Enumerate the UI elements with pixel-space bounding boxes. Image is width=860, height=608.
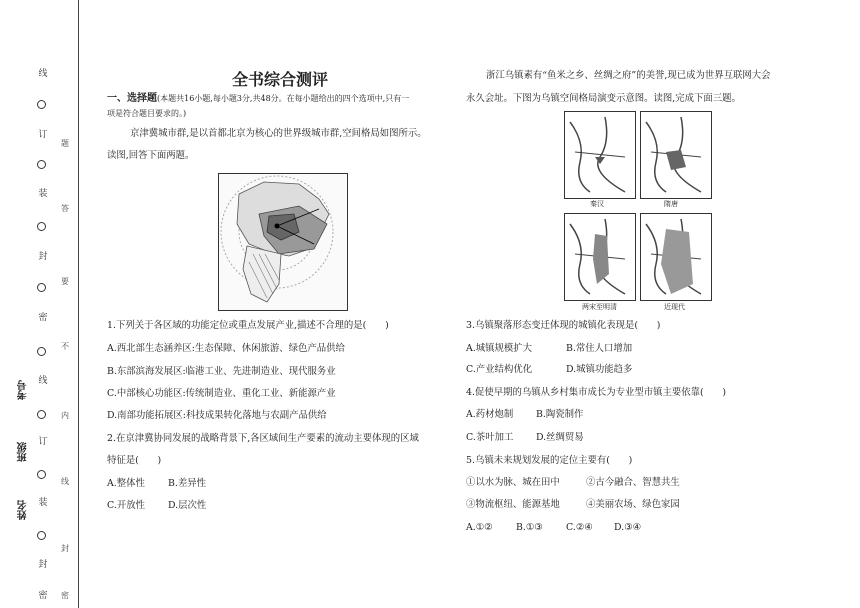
wuzhen-map-qinhan xyxy=(564,111,636,199)
section-note-2: 项是符合题目要求的。) xyxy=(107,109,187,118)
binding-inner-char: 题 xyxy=(61,139,69,148)
passage1-line2: 读图,回答下面两题。 xyxy=(107,150,195,161)
binding-hole xyxy=(37,283,46,292)
binding-inner-char: 封 xyxy=(61,544,69,553)
q5-option-d[interactable]: D.③④ xyxy=(614,522,641,533)
passage1-line1: 京津冀城市群,是以首都北京为核心的世界级城市群,空间格局如图所示。 xyxy=(130,128,427,139)
page-title: 全书综合测评 xyxy=(232,70,329,89)
q4-option-b[interactable]: B.陶瓷制作 xyxy=(536,409,584,420)
q2-stem-line2: 特征是( ) xyxy=(107,455,162,466)
q5-option-c[interactable]: C.②④ xyxy=(566,522,593,533)
wuzhen-label-modern: 近现代 xyxy=(664,303,685,311)
q5-item-1: ①以水为脉、城在田中 xyxy=(466,477,560,488)
q5-item-4: ④美丽农场、绿色家园 xyxy=(586,499,680,510)
q2-stem-line1: 2.在京津冀协同发展的战略背景下,各区域间生产要素的流动主要体现的区域 xyxy=(107,433,419,444)
q1-option-d[interactable]: D.南部功能拓展区:科技成果转化落地与农副产品供给 xyxy=(107,410,327,421)
student-id-label: 考号 xyxy=(18,380,29,400)
q1-stem: 1.下列关于各区域的功能定位或重点发展产业,描述不合理的是( ) xyxy=(107,320,389,331)
q2-option-a[interactable]: A.整体性 xyxy=(107,478,145,489)
section-heading: 一、选择题 xyxy=(107,93,157,104)
binding-inner-char: 答 xyxy=(61,204,69,213)
q5-item-2: ②古今融合、智慧共生 xyxy=(586,477,680,488)
q2-option-b[interactable]: B.差异性 xyxy=(168,478,206,489)
binding-line xyxy=(78,0,79,608)
binding-inner-char: 密 xyxy=(61,591,69,600)
q4-stem: 4.促使早期的乌镇从乡村集市成长为专业型市镇主要依靠( ) xyxy=(466,387,727,398)
wuzhen-label-suitang: 隋唐 xyxy=(664,200,678,208)
q5-stem: 5.乌镇未来规划发展的定位主要有( ) xyxy=(466,455,633,466)
binding-hole xyxy=(37,531,46,540)
binding-inner-char: 要 xyxy=(61,277,69,286)
q3-option-d[interactable]: D.城镇功能趋多 xyxy=(566,364,633,375)
binding-char: 密 xyxy=(38,591,48,601)
wuzhen-label-qinhan: 秦汉 xyxy=(590,200,604,208)
section-note: (本题共16小题,每小题3分,共48分。在每小题给出的四个选项中,只有一 xyxy=(157,94,410,103)
q2-option-d[interactable]: D.层次性 xyxy=(168,500,207,511)
binding-inner-char: 线 xyxy=(61,477,69,486)
binding-char: 装 xyxy=(38,498,48,508)
binding-inner-char: 不 xyxy=(61,342,69,351)
name-label: 姓名 xyxy=(18,500,29,520)
binding-char: 订 xyxy=(38,130,48,140)
q5-option-b[interactable]: B.①③ xyxy=(516,522,543,533)
q3-option-a[interactable]: A.城镇规模扩大 xyxy=(466,343,533,354)
wuzhen-map-modern xyxy=(640,213,712,301)
binding-inner-char: 内 xyxy=(61,411,69,420)
binding-hole xyxy=(37,410,46,419)
binding-hole xyxy=(37,100,46,109)
binding-char: 线 xyxy=(38,69,48,79)
wuzhen-map-suitang xyxy=(640,111,712,199)
passage2-line1: 浙江乌镇素有“鱼米之乡、丝绸之府”的美誉,现已成为世界互联网大会 xyxy=(486,70,771,81)
jingjinji-map-drawing xyxy=(219,174,347,310)
wuzhen-map-suitang-drawing xyxy=(641,112,711,198)
q1-option-c[interactable]: C.中部核心功能区:传统制造业、重化工业、新能源产业 xyxy=(107,388,336,399)
jingjinji-map xyxy=(218,173,348,311)
binding-hole xyxy=(37,160,46,169)
binding-char: 装 xyxy=(38,189,48,199)
q4-option-d[interactable]: D.丝绸贸易 xyxy=(536,432,584,443)
wuzhen-map-modern-drawing xyxy=(641,214,711,300)
binding-char: 封 xyxy=(38,252,48,262)
q2-option-c[interactable]: C.开放性 xyxy=(107,500,145,511)
binding-margin xyxy=(0,0,82,608)
wuzhen-map-qinhan-drawing xyxy=(565,112,635,198)
q5-item-3: ③物流枢纽、能源基地 xyxy=(466,499,560,510)
binding-char: 封 xyxy=(38,560,48,570)
wuzhen-map-songmingqing-drawing xyxy=(565,214,635,300)
passage2-line2: 永久会址。下图为乌镇空间格局演变示意图。读图,完成下面三题。 xyxy=(466,93,741,104)
q5-option-a[interactable]: A.①② xyxy=(466,522,493,533)
wuzhen-label-songmingqing: 两宋至明清 xyxy=(582,303,617,311)
binding-hole xyxy=(37,470,46,479)
q3-stem: 3.乌镇聚落形态变迁体现的城镇化表现是( ) xyxy=(466,320,661,331)
binding-char: 线 xyxy=(38,376,48,386)
q1-option-b[interactable]: B.东部滨海发展区:临港工业、先进制造业、现代服务业 xyxy=(107,366,336,377)
binding-hole xyxy=(37,347,46,356)
q4-option-a[interactable]: A.药材炮制 xyxy=(466,409,514,420)
class-label: 班级 xyxy=(18,442,29,462)
section-heading-line xyxy=(107,93,409,105)
q3-option-b[interactable]: B.常住人口增加 xyxy=(566,343,633,354)
wuzhen-map-songmingqing xyxy=(564,213,636,301)
binding-hole xyxy=(37,222,46,231)
q1-option-a[interactable]: A.西北部生态涵养区:生态保障、休闲旅游、绿色产品供给 xyxy=(107,343,345,354)
binding-char: 订 xyxy=(38,437,48,447)
binding-char: 密 xyxy=(38,313,48,323)
q3-option-c[interactable]: C.产业结构优化 xyxy=(466,364,533,375)
q4-option-c[interactable]: C.茶叶加工 xyxy=(466,432,514,443)
